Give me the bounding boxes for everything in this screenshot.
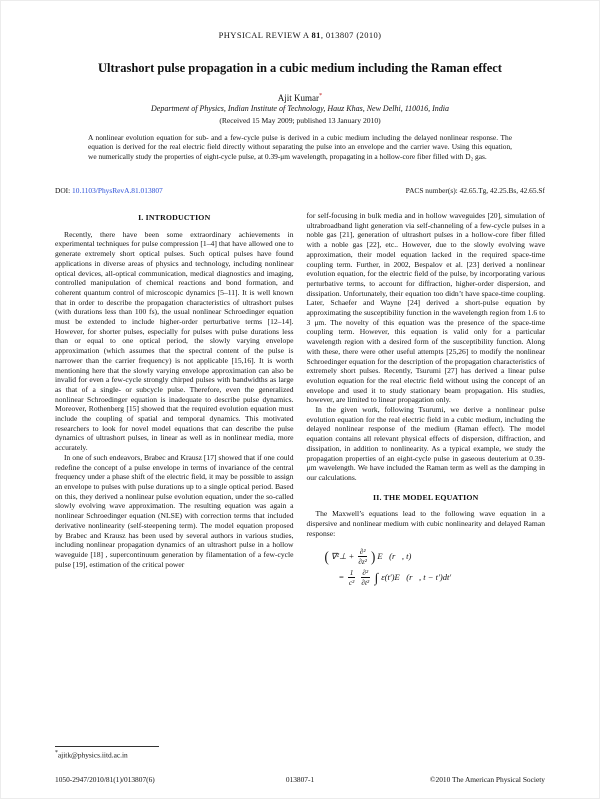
page-footer <box>55 775 545 785</box>
footnote-separator-rule <box>55 746 159 747</box>
eq-electric-field-lhs: E⃗(r⃗, t) <box>377 551 412 561</box>
footer-page-number: 013807-1 <box>285 775 315 784</box>
doi-group <box>55 186 163 195</box>
eq-open-paren: ( <box>324 547 329 566</box>
footer-issn-code: 1050-2947/2010/81(1)/013807(6) <box>55 775 155 784</box>
intro-paragraph-4: In the given work, following Tsurumi, we derive a nonlinear pulse evolution equation for the real electric field in a cubic medium, including the delayed nonlinear response of the medium (Raman effect). The model equation contains all relevant physical effects of dispersion, diffraction, and dissipation, in addition to nonlinearity. As a typical example, we study the propagation properties of an eight-cycle pulse in gaseous deuterium at 0.39-μm wavelength. We have included the Raman term as well as the damping in our calculations. <box>306 405 545 482</box>
footer-copyright: ©2010 The American Physical Society <box>429 775 545 784</box>
affiliation: Department of Physics, Indian Institute of Technology, Hauz Khas, New Delhi, 110016, India <box>151 104 449 113</box>
footnote-marker: * <box>55 749 58 756</box>
received-dates: (Received 15 May 2009; published 13 January 2010) <box>219 116 381 125</box>
doi-pacs-row <box>55 186 545 195</box>
footnote-line <box>55 750 159 759</box>
footnote <box>55 746 159 759</box>
model-paragraph-1: The Maxwell’s equations lead to the following wave equation in a dispersive and nonlinear medium with cubic nonlinearity and delayed Raman response: <box>306 509 545 538</box>
eq-time-derivative-fraction <box>361 569 370 587</box>
doi-link[interactable]: 10.1103/PhysRevA.81.013807 <box>72 186 163 195</box>
eq-close-paren: ) <box>371 547 376 566</box>
paper-title: Ultrashort pulse propagation in a cubic medium including the Raman effect <box>98 61 502 75</box>
eq-integral-sign: ∫ <box>374 570 379 585</box>
author-name: Ajit Kumar <box>277 93 319 103</box>
eq-speed-of-light-fraction <box>348 569 355 587</box>
eq-c-fraction-numerator: 1 <box>349 567 354 577</box>
eq-transverse-laplacian: ∇²⊥ <box>330 551 347 561</box>
wave-equation <box>307 548 546 587</box>
eq-time-derivative-denominator: ∂t² <box>361 577 370 587</box>
journal-name: PHYSICAL REVIEW A <box>218 30 312 40</box>
eq-time-derivative-numerator: ∂² <box>362 567 369 577</box>
intro-paragraph-1: Recently, there have been some extraordinary achievements in experimental techniques for pulse compression [1–4] that have allowed one to generate extremely short optical pulses. Such optical pulses have found applications in diverse areas of physics and technology, including nonlinear optical devices, all-optical communication, medical diagnostics and imaging, controlled manipulation of chemical reactions and bond formation, and coherent quantum control of microscopic dynamics [5–11]. It is well known that in order to describe the propagation characteristics of ultrashort pulses (with durations less than 100 fs), the usual nonlinear Schroedinger equation must be extended to include higher-order perturbative terms [12–14]. However, for shorter pulses, especially for pulses with pulse durations less than or equal to one optical period, the slowly varying envelope approximation (which assumes that the spectral content of the pulse is narrower than the carrier frequency) is not applicable [15,16]. It is worth mentioning here that the slowly varying envelope approximation can also be invalid for even a few-cycle strongly chirped pulses with bandwidths as large as that of a single- or subcycle pulse. Therefore, even the generalized nonlinear Schroedinger equation is inadequate to describe pulse dynamics. Moreover, Rothenberg [15] showed that the required evolution equation must include the coupling of spatial and temporal dynamics. This motivated researchers to look for novel model equations that can describe the pulse dynamics of ultrashort pulses, in linear as well as in nonlinear media, more accurately. <box>55 229 294 453</box>
eq-plus-operator: + <box>348 551 355 561</box>
eq-c-fraction-denominator: c² <box>348 577 355 587</box>
equation-line-1 <box>325 548 546 566</box>
section-heading-introduction: I. INTRODUCTION <box>138 213 211 222</box>
right-column <box>307 211 546 771</box>
abstract: A nonlinear evolution equation for sub- and a few-cycle pulse is derived in a cubic medium including the delayed nonlinear response. The equation is derived for the real electric field directly without separating the pulse into an envelope and the carrier wave. Using this equation, we numerically study the properties of eight-cycle pulse, at 0.39-μm wavelength, propagating in a hollow-core fiber filled with D₂ gas. <box>88 133 512 161</box>
eq-z-derivative-numerator: ∂² <box>359 546 366 556</box>
eq-z-derivative-denominator: ∂z² <box>358 556 367 566</box>
eq-integrand: ε(t′)E⃗(r⃗, t − t′)dt′ <box>381 572 452 582</box>
pacs-numbers: PACS number(s): 42.65.Tg, 42.25.Bs, 42.65.Sf <box>405 186 545 195</box>
volume-number: 81 <box>311 30 321 40</box>
journal-masthead <box>0 30 600 40</box>
author-footnote-marker[interactable]: * <box>319 92 323 99</box>
intro-paragraph-2: In one of such endeavors, Brabec and Krausz [17] showed that if one could redefine the concept of a pulse envelope in terms of invariance of the central frequency under a phase shift of the electric field, it may be possible to assign an envelope to pulses with pulse durations up to a single optical period. Based on this, they derived a nonlinear pulse evolution equation, under the so-called slowly evolving wave approximation. The resulting equation was again a nonlinear Schroedinger equation (NLSE) with correction terms that included derivative nonlinearity (self-steepening term). The model equation proposed by Brabec and Krausz has been used by several authors in various studies, including nonlinear propagation dynamics of an ultrashort pulse in a hollow waveguide [18] , supercontinuum generation by filamentation of a few-cycle pulse [19], estimation of the critical power <box>55 452 294 569</box>
author-line <box>0 92 600 103</box>
intro-paragraph-3: for self-focusing in bulk media and in hollow waveguides [20], simulation of ultrabroadband light generation via self-channeling of a few-cycle pulses in a noble gas [21], generation of ultrashort pulses in a hollow-core fiber filled with a noble gas [22], etc.. However, due to the slowly evolving wave approximation, their model equation lacked in the required space-time coupling term. Further, in 2002, Bespalov et al. [23] derived a nonlinear evolution equation, for the electric field of the pulse, by incorporating various perturbative terms, to account for diffraction, higher-order dispersion, and dissipation. Unfortunately, their equation too didn’t have space-time coupling. Later, Schaefer and Wayne [24] derived a short-pulse equation by approximating the susceptibility function in the wavelength region from 1.6 to 3 μm. The novelty of this equation was the presence of the space-time coupling term. However, this equation is valid only for a particular wavelength region with a desired form of the susceptibility function. Along with these, there were other useful attempts [25,26] to modify the nonlinear Schroedinger equation for the description of the propagation characteristics of extremely short pulses. Recently, Tsurumi [27] has derived a linear pulse evolution equation for the real electric field without using the concept of an envelope and used it to study stationary beam propagation. His studies, however, are limited to linear propagation only. <box>306 211 545 405</box>
equation-line-2 <box>325 569 546 587</box>
section-heading-model-equation: II. THE MODEL EQUATION <box>373 492 479 502</box>
doi-label: DOI: <box>55 186 73 195</box>
issue-info: , 013807 (2010) <box>320 30 382 40</box>
eq-equals-sign: = <box>338 572 345 582</box>
eq-z-derivative-fraction <box>358 548 367 566</box>
footnote-email-link[interactable]: ajitk@physics.iitd.ac.in <box>57 750 128 759</box>
left-column <box>55 211 294 771</box>
body-columns <box>55 211 545 771</box>
